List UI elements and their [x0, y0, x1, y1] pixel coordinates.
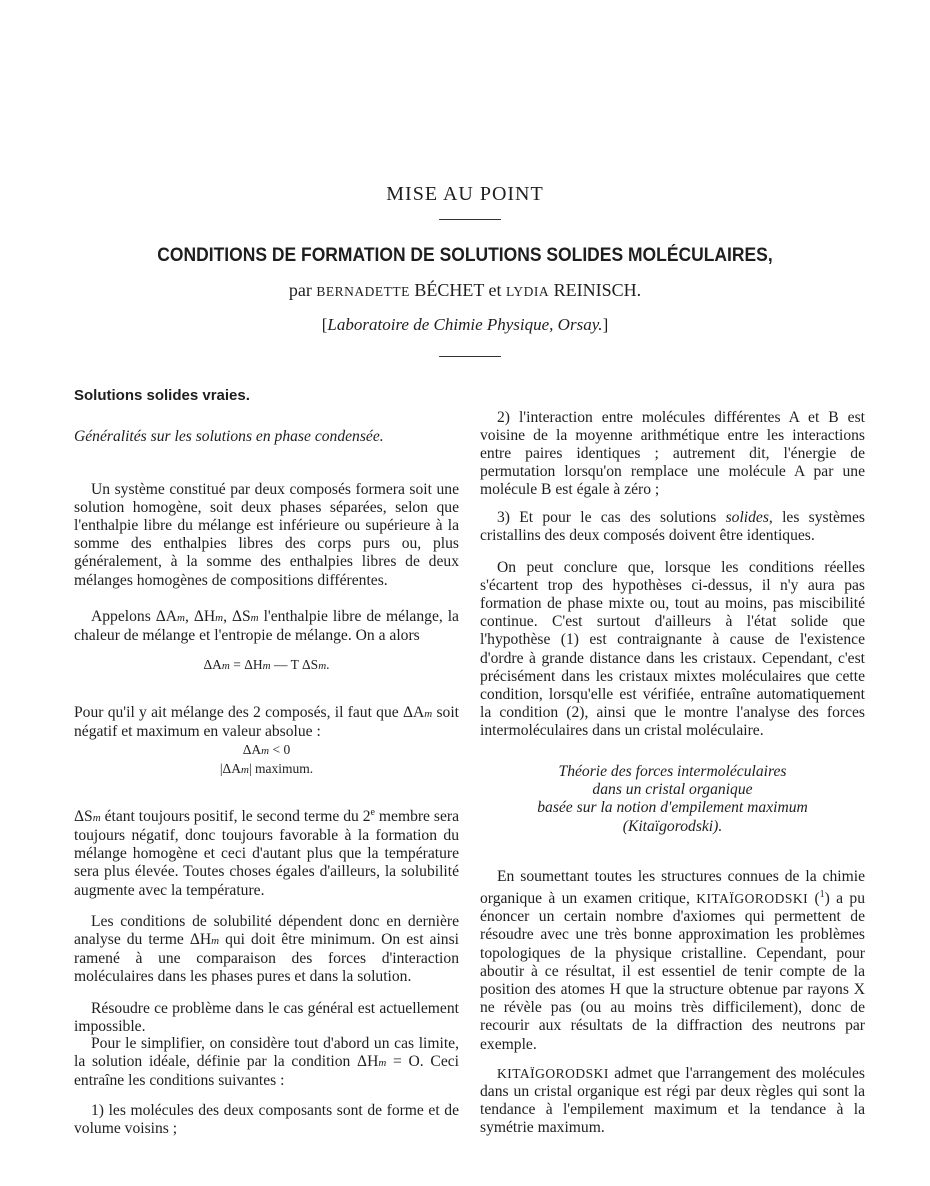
- theory-line-3: basée sur la notion d'empilement maximum: [537, 799, 808, 817]
- reference-1: 1: [819, 888, 825, 900]
- laboratory: [0, 315, 930, 335]
- eq2-line-2: [74, 760, 459, 779]
- section-heading: [74, 387, 459, 405]
- p4-b: étant toujours positif, le second terme du 2: [100, 807, 371, 825]
- p4-c: membre sera toujours négatif, donc toujours favorable à la formation du mélange homogène et ceci d'autant plus que la température sera plus élevée. Toutes choses égales d'ailleurs, la solubilité augmente avec la température.: [74, 807, 459, 899]
- left-paragraph-2: [74, 608, 459, 645]
- right-paragraph-1: 2) l'interaction entre molécules différentes A et B est voisine de la moyenne arithmétique entre les interactions entre paires identiques ; autrement dit, l'énergie de permutation lorsqu'on remplace une molécule A par une molécule B est égale à zéro ;: [480, 408, 865, 499]
- eq2-1b: < 0: [269, 742, 291, 757]
- left-paragraph-6: Résoudre ce problème dans le cas général est actuellement impossible.: [74, 999, 459, 1035]
- left-paragraph-7: [74, 1035, 459, 1091]
- left-paragraph-4: [74, 804, 459, 900]
- sub-m: m: [211, 934, 220, 947]
- r-p4-c: ) a pu énoncer un certain nombre d'axiomes qui permettent de résoudre avec une très bonne approximation les problèmes topologiques de la physique cristalline. Cependant, pour aboutir à ce résultat, il est essentiel de tenir compte de la position des atomes H que la structure obtenue par rayons X ne révèle pas (ou au moins très difficilement), donc de recourir aux résultats de la diffraction des neutrons par exemple.: [480, 889, 865, 1053]
- article-title: CONDITIONS DE FORMATION DE SOLUTIONS SOLIDES MOLÉCULAIRES,: [157, 245, 773, 266]
- r-p4-b: (: [808, 889, 820, 907]
- right-paragraph-4: [480, 868, 865, 1054]
- r-p2-a: 3) Et pour le cas des solutions: [497, 508, 726, 526]
- sub-m: m: [240, 764, 249, 776]
- p5-b: qui doit être minimum. On est ainsi ramené à une comparaison des forces d'interaction moléculaires dans les phases pures et dans la solution.: [74, 930, 460, 986]
- right-paragraph-5: [480, 1065, 865, 1138]
- eq2-2b: | maximum.: [248, 761, 314, 776]
- sub-m: m: [221, 660, 230, 672]
- left-paragraph-8: 1) les molécules des deux composants sont de forme et de volume voisins ;: [74, 1101, 459, 1137]
- sub-m: m: [424, 707, 433, 720]
- sub-m: m: [250, 611, 259, 624]
- superscript-e: e: [370, 806, 375, 818]
- left-paragraph-5: [74, 913, 459, 987]
- theory-line-1: Théorie des forces intermoléculaires: [558, 763, 787, 780]
- rubric-rule: [439, 219, 501, 220]
- author1-given: BERNADETTE: [316, 284, 410, 299]
- r-p5-name: KITAÏGORODSKI: [497, 1065, 609, 1081]
- p2-b: , ΔH: [184, 607, 216, 625]
- equation-1: [74, 656, 459, 675]
- r-p5-b: admet que l'arrangement des molécules dans un cristal organique est régi par deux règles qui sont la tendance à l'empilement maximum et la tendance à la symétrie maximum.: [480, 1064, 865, 1137]
- author2-family: REINISCH.: [553, 280, 642, 300]
- eq1-d: .: [326, 657, 330, 672]
- p2-d: l'enthalpie libre de mélange, la chaleur de mélange et l'entropie de mélange. On a alors: [74, 607, 459, 644]
- eq2-2a: |ΔA: [219, 761, 241, 776]
- eq1-b: = ΔH: [229, 657, 263, 672]
- equation-2: [74, 741, 459, 779]
- sub-m: m: [177, 611, 185, 624]
- p5-a: Les conditions de solubilité dépendent donc en dernière analyse du terme ΔH: [74, 912, 459, 948]
- eq2-1a: ΔA: [242, 742, 262, 757]
- right-paragraph-2: [480, 509, 865, 545]
- sub-m: m: [378, 1056, 387, 1069]
- eq2-line-1: [74, 741, 459, 760]
- author2-given: LYDIA: [506, 284, 550, 299]
- theory-line-4: (Kitaïgorodski).: [622, 817, 723, 835]
- left-paragraph-3: [74, 704, 459, 741]
- p3-a: Pour qu'il y ait mélange des 2 composés, il faut que ΔA: [74, 703, 425, 721]
- sub-m: m: [318, 660, 327, 672]
- theory-line-2: dans un cristal organique: [592, 781, 753, 799]
- p7-b: = O. Ceci entraîne les conditions suivantes :: [74, 1052, 459, 1089]
- subheading: Généralités sur les solutions en phase condensée.: [74, 428, 384, 445]
- authors: [0, 280, 930, 301]
- eq1-c: — T ΔS: [270, 657, 319, 672]
- r-p4-a: En soumettant toutes les structures connues de la chimie organique à un examen critique,: [480, 867, 865, 907]
- right-paragraph-3: On peut conclure que, lorsque les conditions réelles s'écartent trop des hypothèses ci-dessus, il n'y aura pas formation de phase mixte ou, tout au moins, pas miscibilité continue. C'est surtout d'ailleurs à l'état solide que l'hypothèse (1) est contraignante à cause de l'existence d'ordre à grande distance dans les cristaux. Cependant, c'est précisément dans les cristaux mixtes moléculaires que cette condition, lorsqu'elle est vérifiée, entraîne automatiquement la condition (2), ainsi que le montre l'analyse des forces intermoléculaires dans un cristal moléculaire.: [480, 558, 865, 740]
- p2-c: , ΔS: [223, 607, 251, 625]
- eq1-a: ΔA: [203, 657, 222, 672]
- sub-m: m: [261, 745, 270, 757]
- p4-a: ΔS: [74, 807, 93, 825]
- r-p2-em: solides: [725, 508, 769, 526]
- byline-et: et: [488, 280, 502, 300]
- left-paragraph-1: Un système constitué par deux composés formera soit une solution homogène, soit deux phases séparées, selon que l'enthalpie libre du mélange est inférieure ou supérieure à la somme des enthalpies libres des corps purs ou, plus généralement, à la somme des enthalpies libres de deux mélanges homogènes de compositions différentes.: [74, 480, 459, 589]
- p7-a: Pour le simplifier, on considère tout d'abord un cas limite, la solution idéale, définie par la condition ΔH: [74, 1034, 459, 1070]
- author1-family: BÉCHET: [414, 280, 484, 300]
- rubric: MISE AU POINT: [386, 183, 544, 205]
- section-heading-text: Solutions solides vraies.: [74, 387, 250, 404]
- sub-m: m: [92, 811, 101, 824]
- sub-m: m: [262, 660, 271, 672]
- p3-b: soit négatif et maximum en valeur absolue :: [74, 703, 459, 740]
- lab-open: [: [321, 315, 328, 334]
- byline-par: par: [288, 280, 312, 300]
- lab-close: ]: [602, 315, 609, 334]
- header-rule: [439, 356, 501, 357]
- r-p2-b: , les systèmes cristallins des deux composés doivent être identiques.: [480, 508, 865, 544]
- r-p4-name: KITAÏGORODSKI: [696, 890, 809, 906]
- sub-m: m: [215, 611, 224, 624]
- theory-heading: [480, 763, 865, 836]
- p2-a: Appelons ΔA: [91, 607, 178, 625]
- laboratory-name: Laboratoire de Chimie Physique, Orsay.: [327, 315, 603, 334]
